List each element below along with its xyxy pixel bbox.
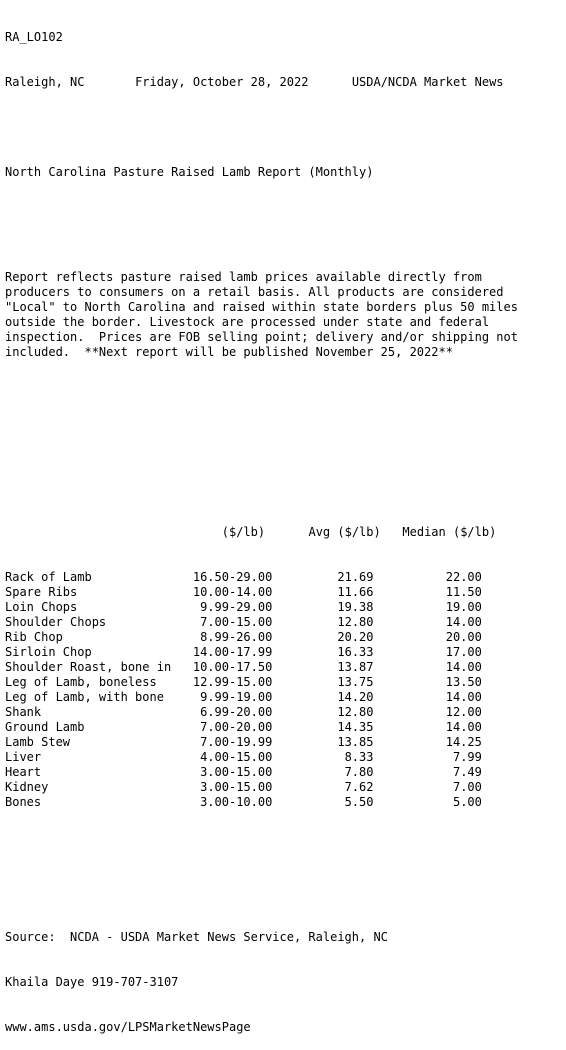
price-range: 9.99-29.00 (200, 600, 273, 614)
avg-price: 20.20 (337, 630, 374, 644)
footer-contact: Khaila Daye 919-707-3107 (5, 975, 179, 989)
cell-pad (186, 600, 200, 614)
cell-pad (373, 795, 452, 809)
cell-pad (186, 570, 193, 584)
price-range: 9.99-19.00 (200, 690, 273, 704)
table-row (5, 600, 565, 615)
report-title: North Carolina Pasture Raised Lamb Report (Monthly) (5, 165, 374, 179)
median-price: 5.00 (452, 795, 482, 809)
product-name: Shank (5, 705, 42, 719)
table-row (5, 660, 565, 675)
col-header-avg: Avg ($/lb) (308, 525, 381, 539)
price-range: 3.00-10.00 (200, 795, 273, 809)
description-line: Report reflects pasture raised lamb prices available directly from (5, 270, 482, 284)
avg-price: 8.33 (344, 750, 374, 764)
price-range: 10.00-17.50 (192, 660, 273, 674)
cell-pad (186, 750, 200, 764)
avg-price: 11.66 (337, 585, 374, 599)
cell-pad (92, 570, 186, 584)
cell-pad (92, 645, 186, 659)
cell-pad (272, 585, 337, 599)
median-price: 17.00 (445, 645, 482, 659)
avg-price: 5.50 (344, 795, 374, 809)
product-name: Shoulder Roast, bone in (5, 660, 172, 674)
description-line: outside the border. Livestock are processed under state and federal (5, 315, 490, 329)
description-line: "Local" to North Carolina and raised within state borders plus 50 miles (5, 300, 518, 314)
header-pad-a (265, 525, 308, 539)
cell-pad (374, 615, 446, 629)
cell-pad (272, 660, 337, 674)
cell-pad (272, 735, 337, 749)
price-range: 3.00-15.00 (200, 765, 273, 779)
cell-pad (157, 675, 186, 689)
cell-pad (63, 630, 186, 644)
product-name: Lamb Stew (5, 735, 71, 749)
cell-pad (374, 690, 446, 704)
report-agency: USDA/NCDA Market News (351, 75, 504, 89)
table-row (5, 795, 565, 810)
median-price: 22.00 (445, 570, 482, 584)
price-table (5, 495, 565, 810)
avg-price: 13.85 (337, 735, 374, 749)
avg-price: 12.80 (337, 705, 374, 719)
price-range: 7.00-15.00 (200, 615, 273, 629)
product-name: Sirloin Chop (5, 645, 92, 659)
median-price: 14.25 (445, 735, 482, 749)
table-row (5, 570, 565, 585)
median-price: 14.00 (445, 720, 482, 734)
avg-price: 19.38 (337, 600, 374, 614)
median-price: 7.00 (452, 780, 482, 794)
header-pad-2 (308, 75, 351, 89)
table-row (5, 720, 565, 735)
price-range: 7.00-20.00 (200, 720, 273, 734)
cell-pad (186, 585, 193, 599)
product-name: Leg of Lamb, with bone (5, 690, 164, 704)
table-row (5, 675, 565, 690)
cell-pad (186, 690, 200, 704)
product-name: Spare Ribs (5, 585, 78, 599)
cell-pad (374, 570, 446, 584)
cell-pad (70, 735, 186, 749)
table-header-row (5, 525, 565, 540)
price-range: 7.00-19.99 (200, 735, 273, 749)
cell-pad (186, 765, 200, 779)
cell-pad (186, 675, 193, 689)
cell-pad (186, 780, 200, 794)
product-name: Rib Chop (5, 630, 63, 644)
median-price: 7.49 (452, 765, 482, 779)
avg-price: 21.69 (337, 570, 374, 584)
spacer (5, 210, 565, 225)
cell-pad (272, 750, 344, 764)
cell-pad (164, 690, 186, 704)
avg-price: 7.62 (344, 780, 374, 794)
table-row (5, 645, 565, 660)
report-location: Raleigh, NC (5, 75, 85, 89)
cell-pad (272, 720, 337, 734)
footer-url[interactable]: www.ams.usda.gov/LPSMarketNewsPage (5, 1020, 251, 1034)
cell-pad (41, 795, 186, 809)
avg-price: 7.80 (344, 765, 374, 779)
cell-pad (186, 660, 193, 674)
table-row (5, 585, 565, 600)
cell-pad (186, 630, 200, 644)
cell-pad (41, 765, 186, 779)
median-price: 14.00 (445, 690, 482, 704)
cell-pad (48, 780, 185, 794)
cell-pad (186, 735, 200, 749)
cell-pad (374, 675, 446, 689)
cell-pad (186, 645, 193, 659)
report-header-line (5, 75, 565, 90)
cell-pad (374, 660, 446, 674)
avg-price: 12.80 (337, 615, 374, 629)
avg-price: 13.75 (337, 675, 374, 689)
cell-pad (272, 615, 337, 629)
cell-pad (373, 600, 445, 614)
header-pad-1 (84, 75, 135, 89)
avg-price: 13.87 (337, 660, 374, 674)
cell-pad (272, 795, 344, 809)
median-price: 12.00 (445, 705, 482, 719)
median-price: 7.99 (452, 750, 482, 764)
product-name: Loin Chops (5, 600, 78, 614)
header-pad-b (381, 525, 403, 539)
product-name: Kidney (5, 780, 49, 794)
cell-pad (77, 585, 185, 599)
col-header-range: ($/lb) (221, 525, 266, 539)
description-line: producers to consumers on a retail basis. All products are considered (5, 285, 504, 299)
product-name: Shoulder Chops (5, 615, 107, 629)
median-price: 19.00 (445, 600, 482, 614)
table-row (5, 750, 565, 765)
price-range: 16.50-29.00 (192, 570, 273, 584)
avg-price: 14.35 (337, 720, 374, 734)
avg-price: 14.20 (337, 690, 374, 704)
header-pad-0 (5, 525, 222, 539)
avg-price: 16.33 (337, 645, 374, 659)
price-range: 8.99-26.00 (200, 630, 273, 644)
cell-pad (374, 585, 446, 599)
cell-pad (373, 630, 445, 644)
cell-pad (272, 570, 337, 584)
price-range: 12.99-15.00 (192, 675, 273, 689)
median-price: 11.50 (445, 585, 482, 599)
cell-pad (373, 705, 445, 719)
median-price: 20.00 (445, 630, 482, 644)
cell-pad (272, 645, 337, 659)
table-row (5, 630, 565, 645)
product-name: Bones (5, 795, 42, 809)
spacer (5, 405, 565, 450)
description-line: inspection. Prices are FOB selling point; delivery and/or shipping not (5, 330, 518, 344)
spacer (5, 120, 565, 135)
price-range: 3.00-15.00 (200, 780, 273, 794)
table-row (5, 690, 565, 705)
cell-pad (171, 660, 185, 674)
cell-pad (272, 780, 344, 794)
price-range: 6.99-20.00 (200, 705, 273, 719)
price-range: 10.00-14.00 (192, 585, 273, 599)
product-name: Rack of Lamb (5, 570, 92, 584)
description-line: included. **Next report will be published November 25, 2022** (5, 345, 453, 359)
product-name: Heart (5, 765, 42, 779)
price-range: 4.00-15.00 (200, 750, 273, 764)
cell-pad (373, 750, 452, 764)
cell-pad (186, 705, 200, 719)
cell-pad (272, 690, 337, 704)
cell-pad (272, 705, 337, 719)
table-row (5, 780, 565, 795)
cell-pad (186, 615, 200, 629)
cell-pad (272, 600, 337, 614)
median-price: 14.00 (445, 660, 482, 674)
cell-pad (186, 720, 200, 734)
table-row (5, 765, 565, 780)
cell-pad (106, 615, 185, 629)
footer-source: Source: NCDA - USDA Market News Service, Raleigh, NC (5, 930, 388, 944)
spacer (5, 855, 565, 885)
table-row (5, 735, 565, 750)
table-row (5, 705, 565, 720)
cell-pad (272, 765, 344, 779)
product-name: Ground Lamb (5, 720, 85, 734)
cell-pad (41, 705, 186, 719)
cell-pad (272, 675, 337, 689)
product-name: Leg of Lamb, boneless (5, 675, 157, 689)
cell-pad (373, 765, 452, 779)
cell-pad (374, 720, 446, 734)
cell-pad (41, 750, 186, 764)
median-price: 13.50 (445, 675, 482, 689)
col-header-median: Median ($/lb) (402, 525, 497, 539)
cell-pad (77, 600, 185, 614)
cell-pad (84, 720, 185, 734)
cell-pad (186, 795, 200, 809)
cell-pad (272, 630, 337, 644)
table-row (5, 615, 565, 630)
cell-pad (374, 780, 453, 794)
report-date: Friday, October 28, 2022 (135, 75, 309, 89)
report-description (5, 270, 565, 360)
market-news-report (5, 0, 565, 1050)
report-id: RA_LO102 (5, 30, 63, 44)
cell-pad (373, 735, 445, 749)
product-name: Liver (5, 750, 42, 764)
cell-pad (374, 645, 446, 659)
price-range: 14.00-17.99 (192, 645, 273, 659)
median-price: 14.00 (445, 615, 482, 629)
